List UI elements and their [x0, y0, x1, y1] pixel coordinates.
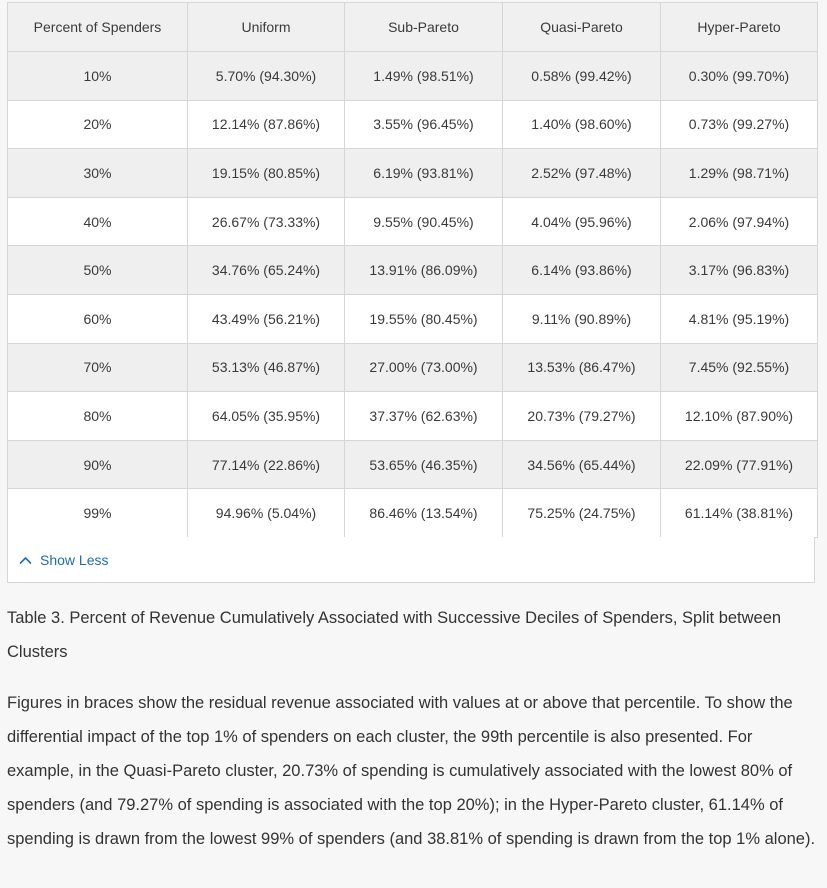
table-cell: 9.55% (90.45%) [345, 197, 503, 246]
table-cell: 4.04% (95.96%) [503, 197, 661, 246]
table-cell: 61.14% (38.81%) [661, 489, 818, 538]
table-header-row [8, 3, 818, 52]
table-cell: 77.14% (22.86%) [188, 440, 345, 489]
table-cell: 80% [8, 392, 188, 441]
table-cell: 9.11% (90.89%) [503, 294, 661, 343]
table-cell: 3.55% (96.45%) [345, 100, 503, 149]
show-less-label: Show Less [40, 551, 109, 568]
table-cell: 50% [8, 246, 188, 295]
table-cell: 94.96% (5.04%) [188, 489, 345, 538]
table-cell: 0.30% (99.70%) [661, 52, 818, 101]
table-cell: 19.55% (80.45%) [345, 294, 503, 343]
chevron-up-icon [19, 555, 32, 565]
table-cell: 53.13% (46.87%) [188, 343, 345, 392]
table-cell: 26.67% (73.33%) [188, 197, 345, 246]
table-cell: 99% [8, 489, 188, 538]
header-percent-of-spenders: Percent of Spenders [8, 3, 188, 52]
table-row [8, 440, 818, 489]
table-cell: 2.06% (97.94%) [661, 197, 818, 246]
table-cell: 22.09% (77.91%) [661, 440, 818, 489]
revenue-deciles-table [7, 2, 818, 538]
table-row [8, 100, 818, 149]
table-cell: 53.65% (46.35%) [345, 440, 503, 489]
header-uniform: Uniform [188, 3, 345, 52]
header-quasi-pareto: Quasi-Pareto [503, 3, 661, 52]
table-cell: 40% [8, 197, 188, 246]
show-less-button[interactable] [7, 537, 815, 583]
table-cell: 5.70% (94.30%) [188, 52, 345, 101]
table-cell: 0.58% (99.42%) [503, 52, 661, 101]
table-row [8, 52, 818, 101]
table-note: Figures in braces show the residual revenue associated with values at or above that percentile. To show the differential impact of the top 1% of spenders on each cluster, the 99th percentile is also presented. For example, in the Quasi-Pareto cluster, 20.73% of spending is cumulatively associated with the lowest 80% of spenders (and 79.27% of spending is associated with the top 20%); in the Hyper-Pareto cluster, 61.14% of spending is drawn from the lowest 99% of spenders (and 38.81% of spending is drawn from the top 1% alone). [7, 694, 816, 848]
table-cell: 70% [8, 343, 188, 392]
table-cell: 7.45% (92.55%) [661, 343, 818, 392]
table-cell: 27.00% (73.00%) [345, 343, 503, 392]
table-cell: 20.73% (79.27%) [503, 392, 661, 441]
table-row [8, 392, 818, 441]
table-row [8, 246, 818, 295]
table-cell: 30% [8, 149, 188, 198]
table-cell: 13.91% (86.09%) [345, 246, 503, 295]
table-cell: 75.25% (24.75%) [503, 489, 661, 538]
table-cell: 86.46% (13.54%) [345, 489, 503, 538]
table-cell: 2.52% (97.48%) [503, 149, 661, 198]
revenue-table-container [7, 2, 817, 538]
table-cell: 64.05% (35.95%) [188, 392, 345, 441]
table-cell: 12.14% (87.86%) [188, 100, 345, 149]
table-cell: 19.15% (80.85%) [188, 149, 345, 198]
table-caption: Table 3. Percent of Revenue Cumulatively Associated with Successive Deciles of Spenders, Split between Clusters [7, 609, 782, 661]
table-cell: 12.10% (87.90%) [661, 392, 818, 441]
table-row [8, 343, 818, 392]
header-sub-pareto: Sub-Pareto [345, 3, 503, 52]
table-cell: 34.56% (65.44%) [503, 440, 661, 489]
table-cell: 13.53% (86.47%) [503, 343, 661, 392]
table-row [8, 294, 818, 343]
table-cell: 0.73% (99.27%) [661, 100, 818, 149]
table-cell: 20% [8, 100, 188, 149]
header-hyper-pareto: Hyper-Pareto [661, 3, 818, 52]
table-cell: 1.40% (98.60%) [503, 100, 661, 149]
table-row [8, 489, 818, 538]
table-cell: 10% [8, 52, 188, 101]
table-cell: 4.81% (95.19%) [661, 294, 818, 343]
table-row [8, 149, 818, 198]
table-cell: 1.49% (98.51%) [345, 52, 503, 101]
table-cell: 6.14% (93.86%) [503, 246, 661, 295]
table-cell: 34.76% (65.24%) [188, 246, 345, 295]
table-cell: 43.49% (56.21%) [188, 294, 345, 343]
table-cell: 37.37% (62.63%) [345, 392, 503, 441]
table-cell: 1.29% (98.71%) [661, 149, 818, 198]
table-cell: 60% [8, 294, 188, 343]
table-cell: 6.19% (93.81%) [345, 149, 503, 198]
table-row [8, 197, 818, 246]
table-cell: 90% [8, 440, 188, 489]
table-cell: 3.17% (96.83%) [661, 246, 818, 295]
